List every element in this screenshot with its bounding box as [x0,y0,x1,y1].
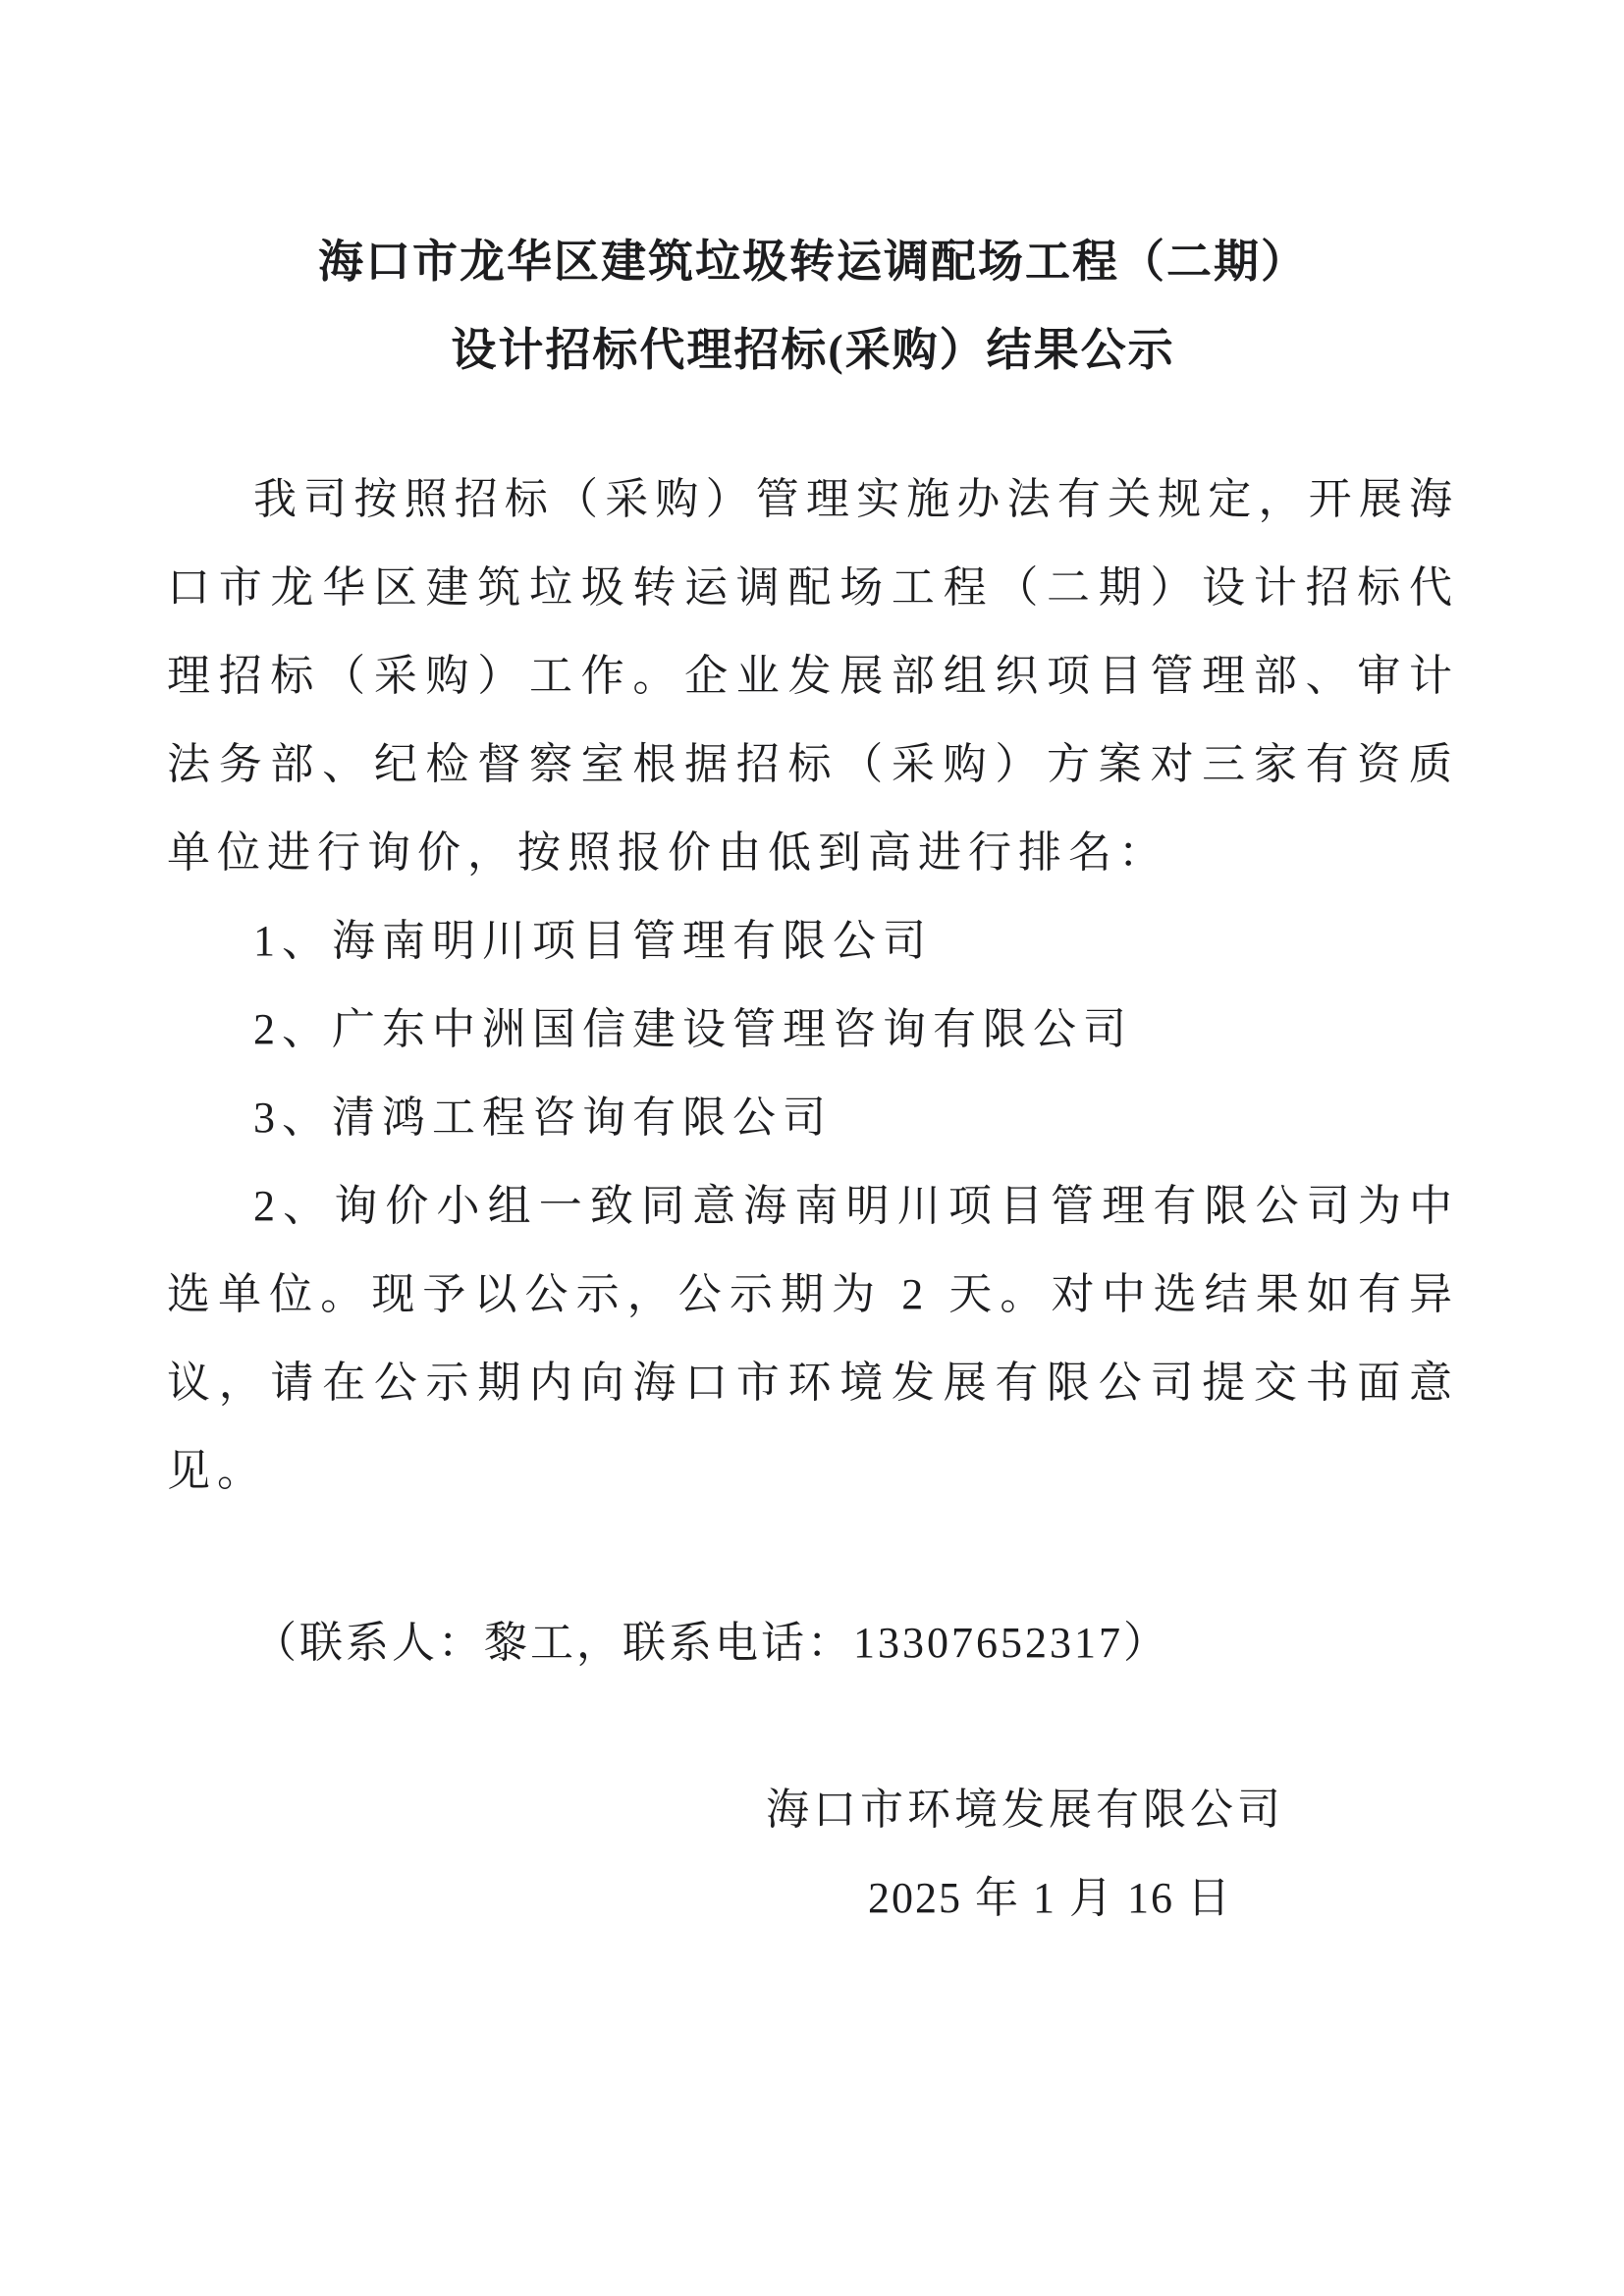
ranking-list-item-2: 2、广东中洲国信建设管理咨询有限公司 [253,1005,1133,1053]
body-paragraph-2: 2、询价小组一致同意海南明川项目管理有限公司为中选单位。现予以公示，公示期为 2 天。对中选结果如有异议，请在公示期内向海口市环境发展有限公司提交书面意见。 [167,1182,1459,1495]
document-title-line-2: 设计招标代理招标(采购）结果公示 [451,325,1175,375]
ranking-list-item-3: 3、清鸿工程咨询有限公司 [253,1094,833,1142]
document-title-line-1: 海口市龙华区建筑垃圾转运调配场工程（二期） [318,237,1308,287]
signature-company-name: 海口市环境发展有限公司 [766,1786,1284,1834]
body-paragraph-1: 我司按照招标（采购）管理实施办法有关规定，开展海口市龙华区建筑垃圾转运调配场工程（二期）设计招标代理招标（采购）工作。企业发展部组织项目管理部、审计法务部、纪检督察室根据招标（采购）方案对三家有资质单位进行询价，按照报价由低到高进行排名： [167,475,1459,877]
contact-info-line: （联系人：黎工，联系电话：13307652317） [253,1619,1169,1667]
ranking-list-item-1: 1、海南明川项目管理有限公司 [253,917,933,965]
signature-date: 2025 年 1 月 16 日 [868,1874,1232,1922]
